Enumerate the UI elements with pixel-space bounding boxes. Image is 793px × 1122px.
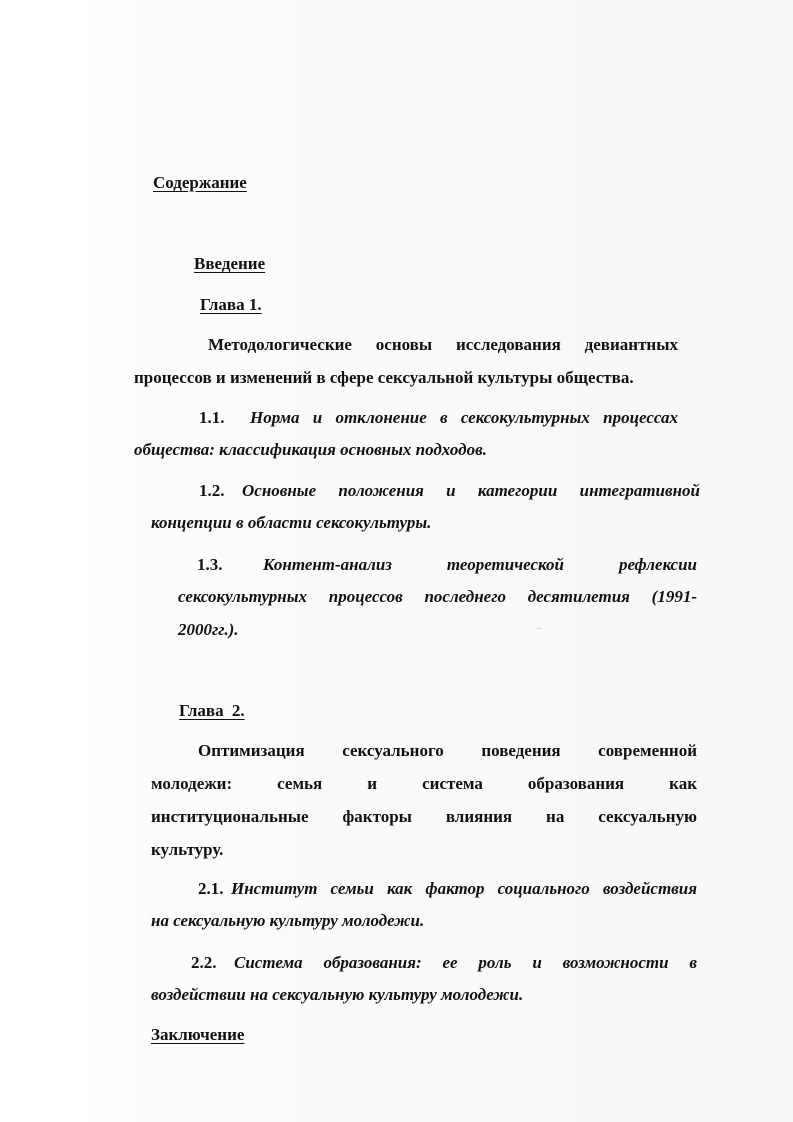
chapter2-label: Глава 2.	[179, 701, 245, 720]
scan-speck	[536, 628, 542, 629]
section-1-2-line1: Основные положения и категории интегративной	[242, 481, 700, 500]
section-1-1-number: 1.1.	[199, 408, 225, 427]
scan-margin	[0, 0, 90, 1122]
section-2-2-line2: воздействии на сексуальную культуру молодежи.	[151, 985, 524, 1004]
section-1-3-line3: 2000гг.).	[178, 620, 239, 639]
section-2-2-number: 2.2.	[191, 953, 217, 972]
toc-intro: Введение	[194, 254, 266, 273]
chapter2-title-line1: Оптимизация сексуального поведения современной	[198, 741, 697, 760]
chapter1-title-line2: процессов и изменений в сфере сексуальной культуры общества.	[134, 368, 634, 387]
section-1-2-line2: концепции в области сексокультуры.	[151, 513, 432, 532]
section-1-3-line2: сексокультурных процессов последнего десятилетия (1991-	[178, 587, 697, 606]
section-1-1-line2: общества: классификация основных подходов.	[134, 440, 487, 459]
chapter2-title-line2: молодежи: семья и система образования как	[151, 774, 697, 793]
section-2-2-line1: Система образования: ее роль и возможности в	[234, 953, 697, 972]
section-1-3-number: 1.3.	[197, 555, 223, 574]
toc-conclusion: Заключение	[151, 1025, 245, 1044]
section-1-2-number: 1.2.	[199, 481, 225, 500]
chapter1-title-line1: Методологические основы исследования девиантных	[208, 335, 678, 354]
section-1-1-line1: Норма и отклонение в сексокультурных процессах	[250, 408, 678, 427]
section-2-1-line2: на сексуальную культуру молодежи.	[151, 911, 425, 930]
toc-title: Содержание	[153, 173, 247, 192]
section-2-1-line1: Институт семьи как фактор социального воздействия	[231, 879, 697, 898]
chapter1-label: Глава 1.	[200, 295, 262, 314]
chapter2-title-line3: институциональные факторы влияния на сексуальную	[151, 807, 697, 826]
section-2-1-number: 2.1.	[198, 879, 224, 898]
section-1-3-line1: Контент-анализ теоретической рефлексии	[263, 555, 697, 574]
chapter2-title-line4: культуру.	[151, 840, 224, 859]
